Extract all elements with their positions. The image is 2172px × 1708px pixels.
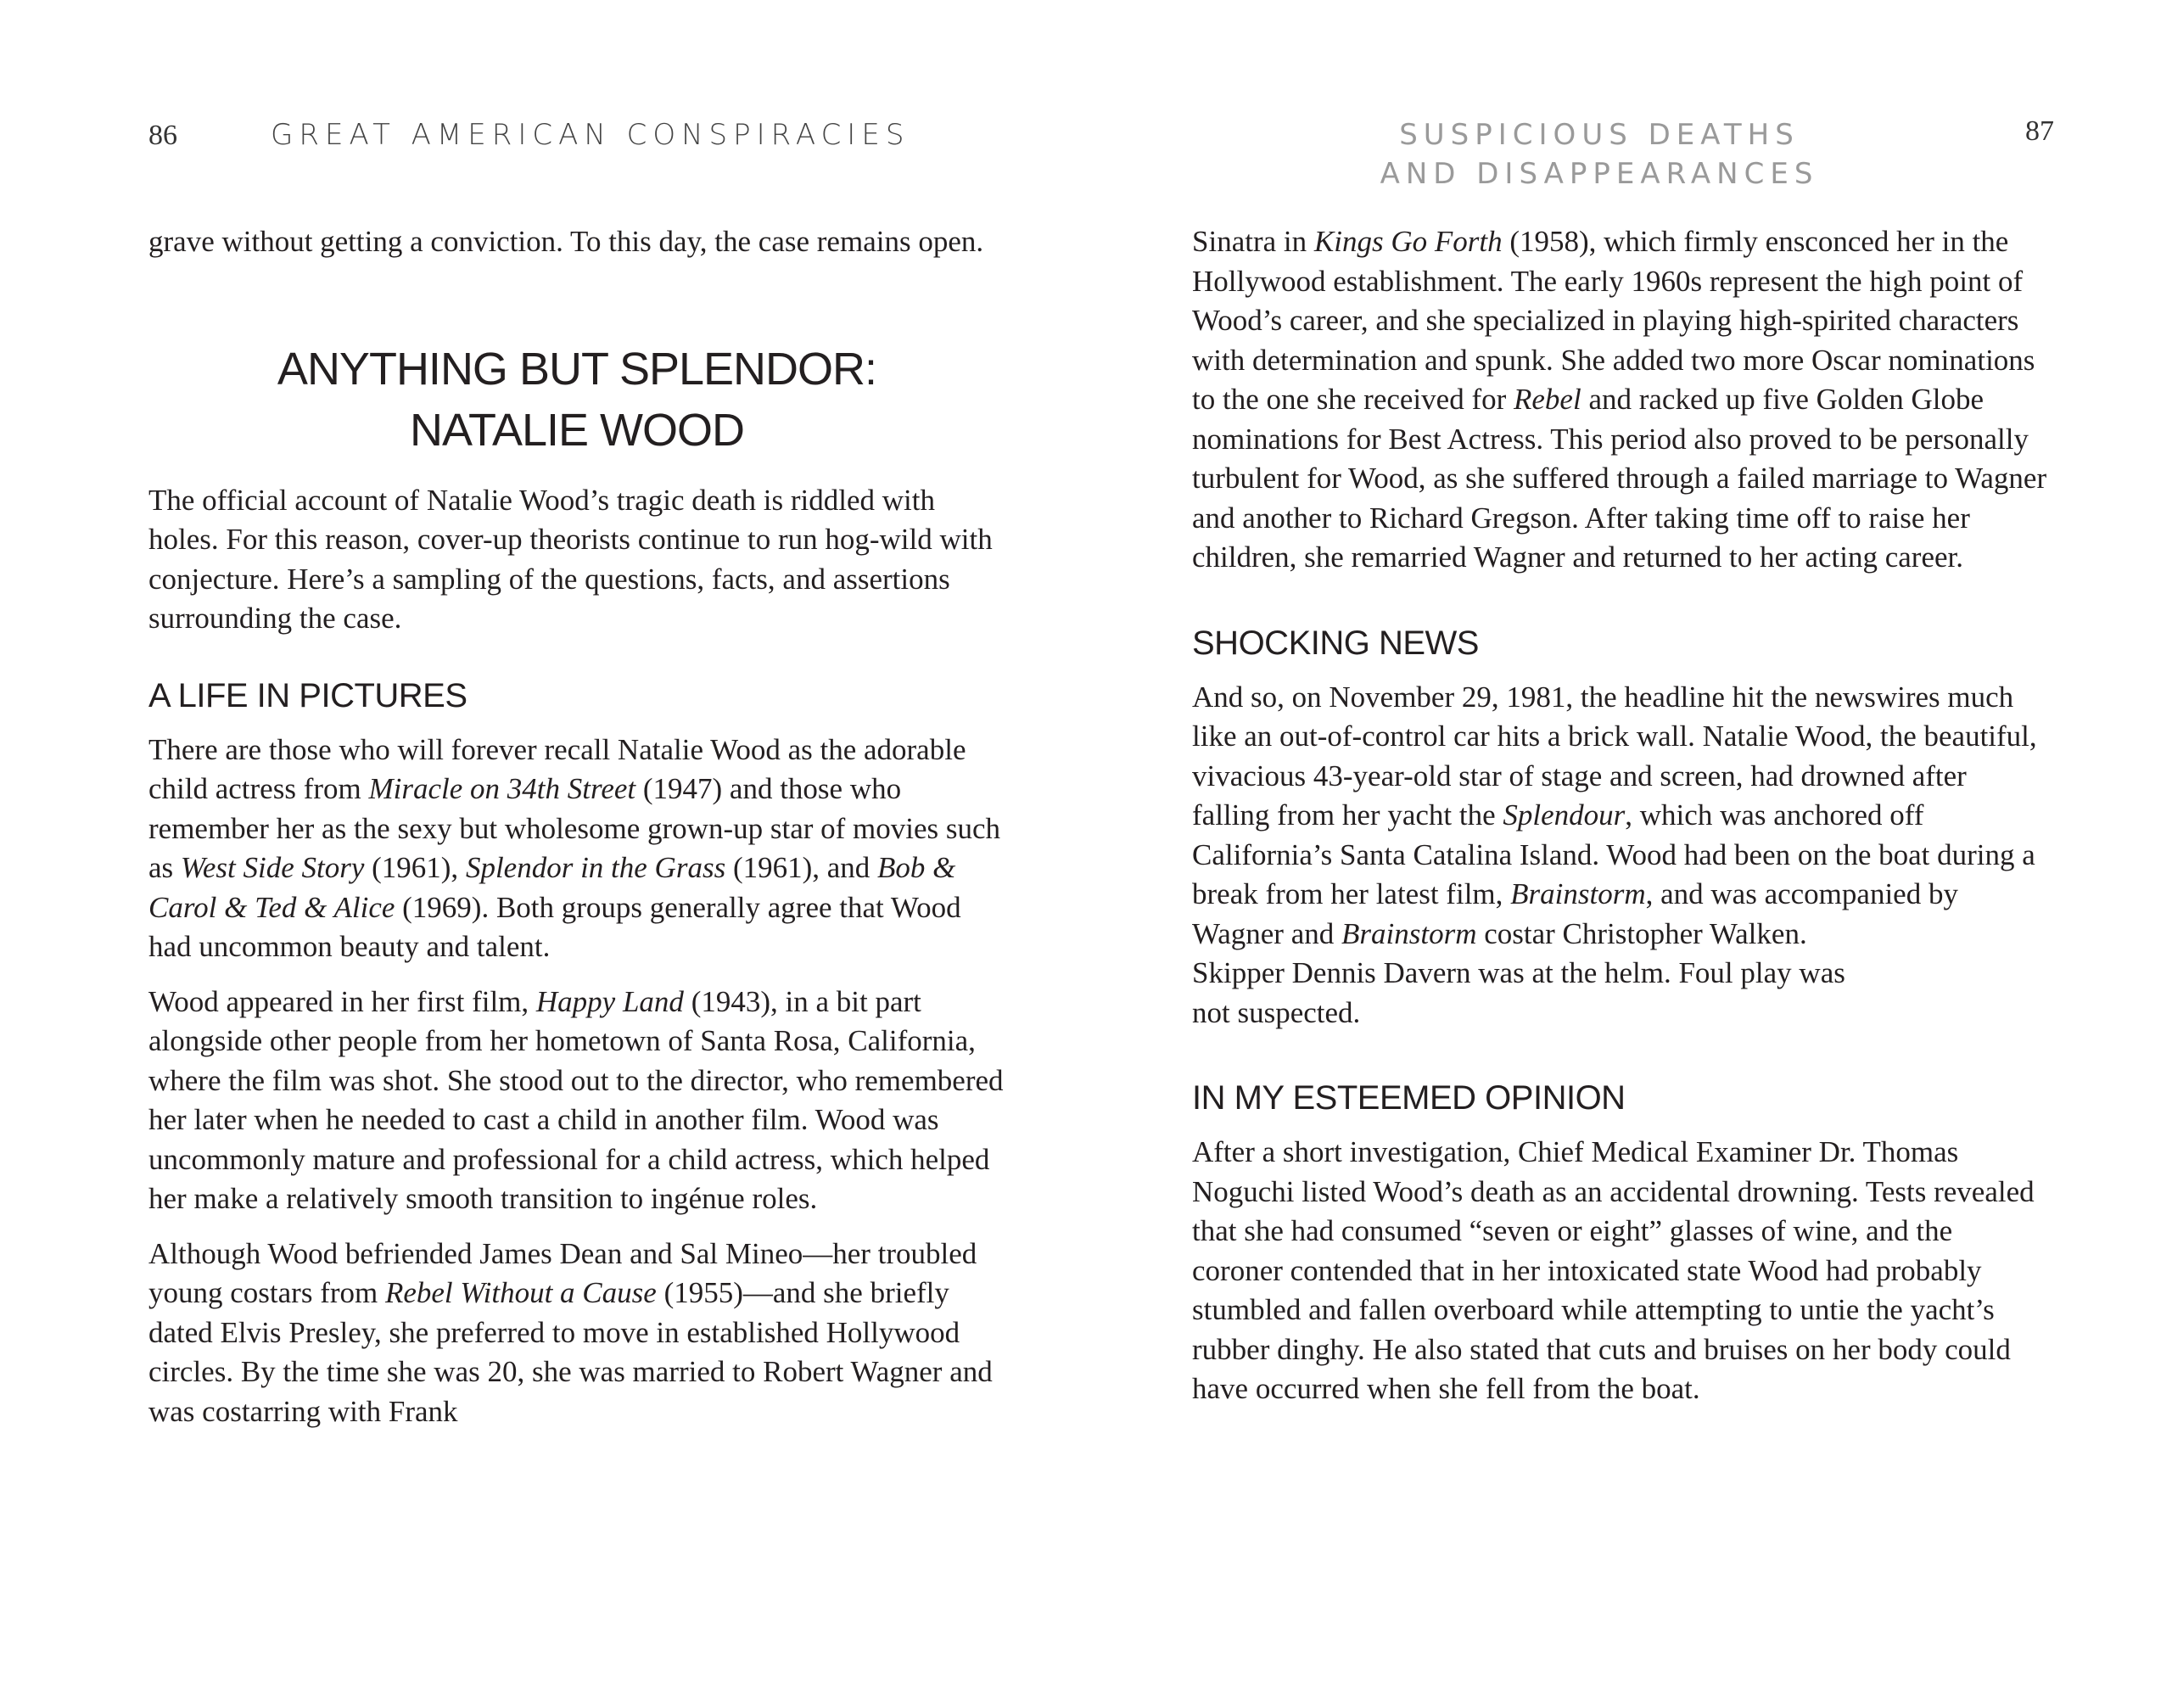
section-heading-life-in-pictures: A LIFE IN PICTURES xyxy=(148,676,467,714)
left-body xyxy=(148,222,1005,1447)
body-paragraph: Wood appeared in her first film, Happy Land (1943), in a bit part alongside other people from her hometown of Santa Rosa, California, where the film was shot. She stood out to the director, who remembered her later when he needed to cast a child in another film. Wood was uncommonly mature and professional for a child actress, which helped her make a relatively smooth transition to ingénue roles. xyxy=(148,984,1004,1215)
section-heading-esteemed-opinion: IN MY ESTEEMED OPINION xyxy=(1192,1079,1626,1117)
left-page xyxy=(148,0,1005,1708)
intro-paragraph: The official account of Natalie Wood’s tragic death is riddled with holes. For this reason, cover-up theorists continue to run hog-wild with conjecture. Here’s a sampling of the questions, facts, and assertions surrounding the case. xyxy=(148,483,993,635)
right-running-head-line2: AND DISAPPEARANCES xyxy=(1380,157,1819,191)
chapter-title-line2: NATALIE WOOD xyxy=(409,404,745,456)
chapter-title xyxy=(148,339,1005,461)
continuation-paragraph: grave without getting a conviction. To this day, the case remains open. xyxy=(148,225,984,258)
book-title: GREAT AMERICAN CONSPIRACIES xyxy=(271,118,910,152)
body-paragraph: After a short investigation, Chief Medical Examiner Dr. Thomas Noguchi listed Wood’s death as an accidental drowning. Tests revealed that she had consumed “seven or eight” glasses of wine, and the coroner contended that in her intoxicated state Wood had probably stumbled and fallen overboard while attempting to untie the yacht’s rubber dinghy. He also stated that cuts and bruises on her body could have occurred when she fell from the boat. xyxy=(1192,1135,2035,1405)
right-page-number: 87 xyxy=(2025,115,2054,147)
left-running-head xyxy=(148,115,910,155)
body-paragraph: Although Wood befriended James Dean and Sal Mineo—her troubled young costars from Rebel Without a Cause (1955)—and she briefly dated Elvis Presley, she preferred to move in established Hollywood circles. By the time she was 20, she was married to Robert Wagner and was costarring with Frank xyxy=(148,1236,993,1428)
right-body xyxy=(1192,222,2049,1425)
left-page-number: 86 xyxy=(148,120,177,151)
right-running-head-line1: SUSPICIOUS DEATHS xyxy=(1399,118,1800,152)
body-paragraph: Sinatra in Kings Go Forth (1958), which firmly ensconced her in the Hollywood establishment. The early 1960s represent the high point of Wood’s career, and she specialized in playing high-spirited characters with determination and spunk. She added two more Oscar nominations to the one she received for Rebel and racked up five Golden Globe nominations for Best Actress. This period also proved to be personally turbulent for Wood, as she suffered through a failed marriage to Wagner and another to Richard Gregson. After taking time off to raise her children, she remarried Wagner and returned to her acting career. xyxy=(1192,225,2047,574)
body-paragraph: Skipper Dennis Davern was at the helm. Foul play was not suspected. xyxy=(1192,956,1845,1029)
chapter-title-line1: ANYTHING BUT SPLENDOR: xyxy=(277,343,877,395)
body-paragraph: And so, on November 29, 1981, the headline hit the newswires much like an out-of-control car hits a brick wall. Natalie Wood, the beautiful, vivacious 43-year-old star of stage and screen, had drowned after falling from her yacht the Splendour, which was anchored off California’s Santa Catalina Island. Wood had been on the boat during a break from her latest film, Brainstorm, and was accompanied by Wagner and Brainstorm costar Christopher Walken. xyxy=(1192,680,2037,950)
section-heading-shocking-news: SHOCKING NEWS xyxy=(1192,624,1479,662)
body-paragraph: There are those who will forever recall Natalie Wood as the adorable child actress from Miracle on 34th Street (1947) and those who remember her as the sexy but wholesome grown-up star of movies such as West Side Story (1961), Splendor in the Grass (1961), and Bob & Carol & Ted & Alice (1969). Both groups generally agree that Wood had uncommon beauty and talent. xyxy=(148,732,1001,963)
right-running-head xyxy=(1005,115,2172,193)
right-page xyxy=(1192,0,2054,1708)
